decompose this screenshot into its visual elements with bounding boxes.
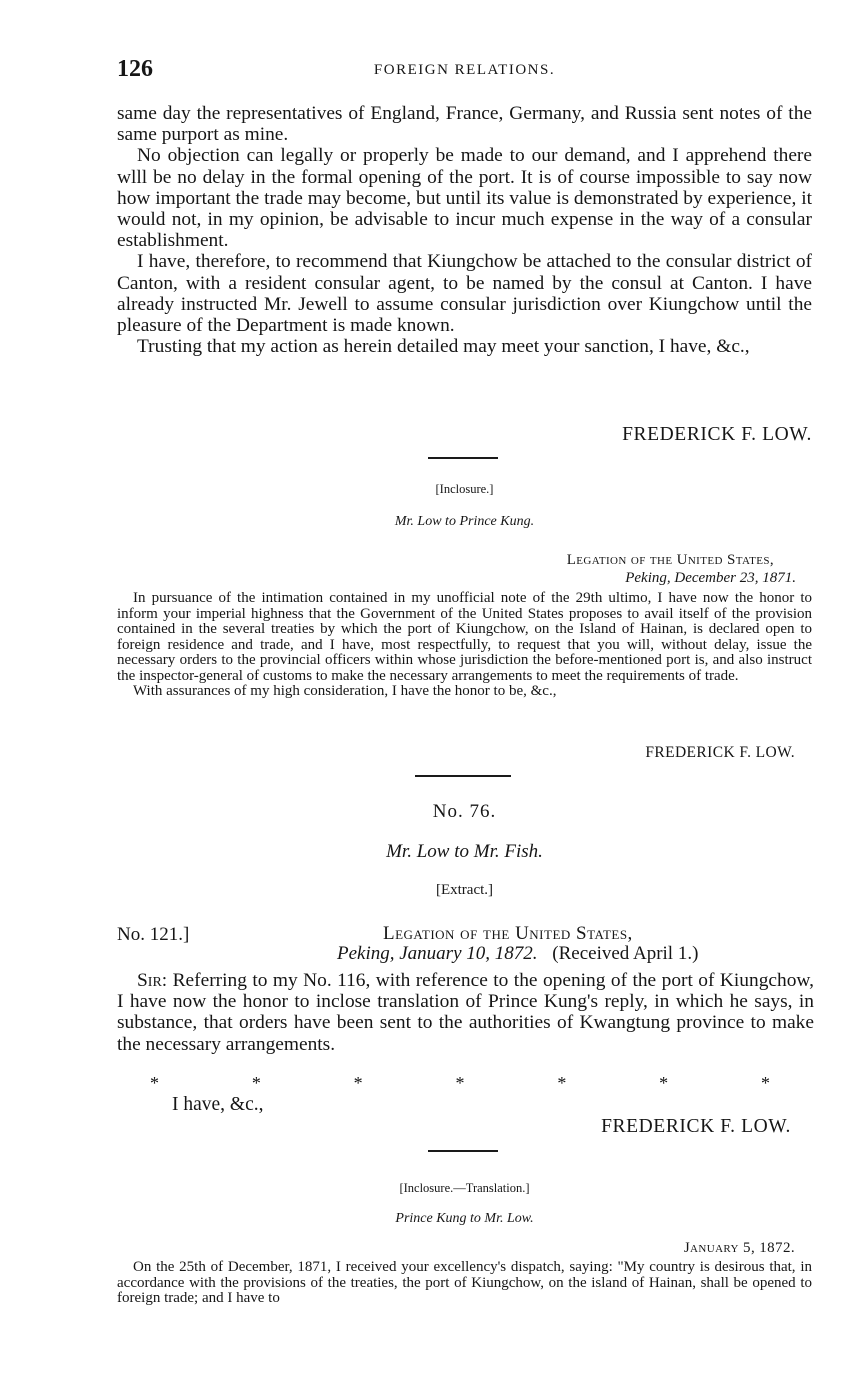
closing: I have, &c., [172,1094,264,1115]
inclosure-place: Legation of the United States, [566,552,774,568]
signature: FREDERICK F. LOW. [622,424,812,445]
running-head: FOREIGN RELATIONS. [373,62,556,78]
inclosure-label: [Inclosure.—Translation.] [399,1181,530,1195]
dispatch-number: No. 76. [432,801,497,822]
dispatch-place: Legation of the United States, [383,923,633,944]
letter-paragraph: Trusting that my action as herein detailed may meet your sanction, I have, &c., [137,336,750,358]
star: * [150,1073,159,1093]
star: * [455,1073,465,1093]
inclosure-signature: FREDERICK F. LOW. [645,744,795,761]
extract-label: [Extract.] [435,882,494,898]
letter-paragraph: No objection can legally or properly be made to our demand, and I apprehend there wlll be no delay in the formal opening of the port. It is of course impossible to say now how important the trade may become, but until its value is demonstrated by experience, it would not, in my opinion, be advisable to incur much expense in the way of a consular establishment. [117,145,812,252]
dispatch-paragraph [117,970,814,1055]
dispatch-title: Mr. Low to Mr. Fish. [386,841,543,862]
section-divider [428,1150,498,1152]
inclosure-date: January 5, 1872. [683,1240,795,1256]
inclosure-title: Prince Kung to Mr. Low. [395,1211,534,1226]
section-divider [428,457,498,459]
inclosure-title: Mr. Low to Prince Kung. [394,514,535,529]
inclosure-body [117,1260,812,1307]
star: * [760,1073,770,1093]
star: * [251,1073,261,1093]
salutation: Sir: [137,970,168,991]
page-header [117,56,812,86]
dispatch-ref-number: No. 121.] [117,924,190,945]
dispatch-received: (Received April 1.) [552,943,699,964]
dispatch-body [117,970,814,1055]
star: * [659,1073,669,1093]
dispatch-dateline [337,943,698,965]
ellipsis-stars [150,1073,770,1094]
star: * [557,1073,567,1093]
dispatch-body-text: Referring to my No. 116, with reference to the opening of the port of Kiungchow, I have now the honor to inclose translation of Prince Kung's reply, in which he says, in substance, that orders have been sent to the authorities of Kwangtung province to make the necessary arrangements. [117,970,814,1055]
letter-paragraph: I have, therefore, to recommend that Kiungchow be attached to the consular district of Canton, with a resident consular agent, to be named by the consul at Canton. I have already instructed Mr. Jewell to assume consular jurisdiction over Kiungchow until the pleasure of the Department is made known. [117,251,812,337]
dispatch-signature: FREDERICK F. LOW. [601,1116,791,1137]
star: * [353,1073,363,1093]
page-number: 126 [117,56,153,82]
inclosure-paragraph: With assurances of my high consideration, I have the honor to be, &c., [133,683,557,699]
section-divider [415,775,511,777]
inclosure-date: Peking, December 23, 1871. [625,570,796,586]
letter-body [117,103,812,357]
inclosure-paragraph: In pursuance of the intimation contained in my unofficial note of the 29th ultimo, I have now the honor to inform your imperial highness that the Government of the United States proposes to avail itself of the provision contained in the several treaties by which the port of Kiungchow, on the Island of Hainan, is declared open to foreign residence and trade, and I have, most respectfully, to request that you will, without delay, issue the necessary orders to the provincial officers within whose jurisdiction the before-mentioned port is, and also instruct the inspector-general of customs to make the necessary arrangements to meet the requirements of trade. [117,590,812,684]
inclosure-label: [Inclosure.] [435,482,494,496]
inclosure-body [117,591,812,700]
inclosure-paragraph: On the 25th of December, 1871, I received your excellency's dispatch, saying: "My country is desirous that, in accordance with the provisions of the treaties, the port of Kiungchow, on the island of Hainan, shall be opened to foreign trade; and I have to [117,1259,812,1306]
letter-paragraph: same day the representatives of England, France, Germany, and Russia sent notes of the same purport as mine. [117,103,812,146]
dispatch-date: Peking, January 10, 1872. [337,943,538,964]
